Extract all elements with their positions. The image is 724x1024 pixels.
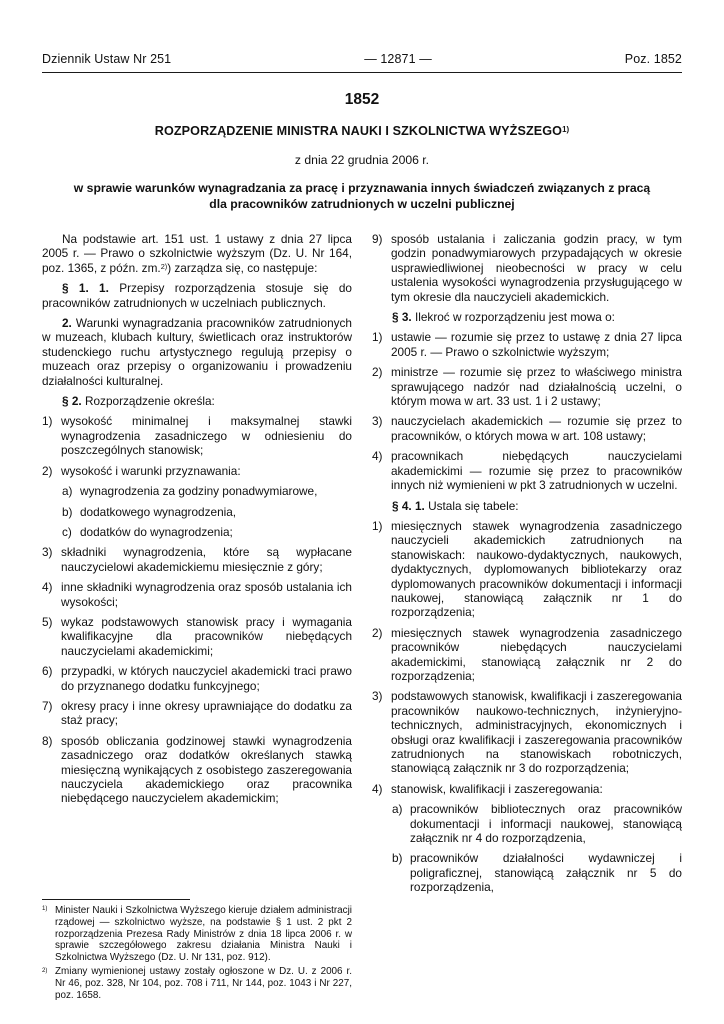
text-run: okresy pracy i inne okresy uprawniające do dodatku za staż pracy; (61, 698, 352, 728)
list-item (42, 414, 352, 457)
list-item (62, 484, 352, 498)
text-run: wykaz podstawowych stanowisk pracy i wymagania kwalifikacyjne dla pracowników niebędących nauczycielami akademickimi; (61, 614, 352, 658)
list-item (392, 802, 682, 845)
list-marker: b) (62, 504, 73, 519)
text-run: Minister Nauki i Szkolnictwa Wyższego kieruje działem administracji rządowej — szkolnictwo wyższe, na podstawie § 1 ust. 2 pkt 2 rozporządzenia Prezesa Rady Ministrów z dnia 18 lipca 2006 r. w sprawie szczegółowego zakresu działania Ministra Nauki i Szkolnictwa Wyższego (Dz. U. Nr 131, poz. 912). (55, 904, 352, 964)
list-marker: a) (392, 802, 403, 817)
text-run: 2. (62, 316, 72, 331)
title-footnote-ref: 1) (562, 124, 570, 134)
list-marker: 2) (372, 365, 383, 380)
list-marker: 4) (372, 449, 383, 464)
act-title-text: ROZPORZĄDZENIE MINISTRA NAUKI I SZKOLNICTWA WYŻSZEGO (154, 124, 563, 138)
text-run: Ilekroć w rozporządzeniu jest mowa o: (411, 310, 615, 325)
list-item (62, 525, 352, 539)
left-column-text (42, 232, 352, 812)
list-item (372, 689, 682, 775)
text-run: Przepisy rozporządzenia stosuje się do pracowników zatrudnionych w uczelniach publicznych. (42, 281, 352, 310)
act-subject (42, 181, 682, 212)
list-item (42, 545, 352, 574)
text-run: inne składniki wynagrodzenia oraz sposób ustalania ich wysokości; (61, 580, 352, 609)
text-run: stanowisk, kwalifikacji i zaszeregowania: (391, 781, 603, 796)
footnotes-section (42, 893, 352, 1004)
list-marker: c) (62, 524, 72, 539)
list-marker: 3) (372, 414, 383, 429)
text-run: miesięcznych stawek wynagrodzenia zasadniczego pracowników niebędących nauczycielami akademickimi, stanowiącą załącznik nr 2 do rozporządzenia; (391, 625, 682, 683)
list-item (42, 615, 352, 658)
footnote-marker-sup: 1) (42, 905, 48, 913)
list-item (372, 365, 682, 408)
text-run: wysokość i warunki przyznawania: (61, 463, 241, 478)
text-run: ustawie — rozumie się przez to ustawę z dnia 27 lipca 2005 r. — Prawo o szkolnictwie wyższym; (391, 330, 682, 359)
text-run: miesięcznych stawek wynagrodzenia zasadniczego nauczycieli akademickich zatrudnionych na stanowiskach: naukowo-dydaktycznych, naukowych, dydaktycznych, dyplomowanych bibliotekarzy oraz dyplomowanych pracowników dokumentacji i informacji naukowej, stanowiącą załącznik nr 1 do rozporządzenia; (391, 518, 682, 620)
left-column (42, 232, 352, 1004)
list-marker: 3) (372, 689, 383, 704)
text-run: § 3. (392, 310, 412, 325)
text-run: Na podstawie art. 151 ust. 1 ustawy z dnia 27 lipca 2005 r. — Prawo o szkolnictwie wyższym (Dz. U. Nr 164, poz. 1365, z późn. zm. (42, 232, 352, 275)
footnote-divider (42, 899, 190, 900)
list-marker: 1) (372, 518, 383, 533)
right-column (372, 232, 682, 1004)
list-marker: 8) (42, 733, 53, 748)
footnote-list (42, 905, 352, 1002)
footnote-ref: 2) (160, 261, 168, 271)
list-item (372, 232, 682, 304)
list-item (42, 664, 352, 693)
text-run: dodatkowego wynagrodzenia, (80, 504, 237, 519)
text-run: składniki wynagrodzenia, które są wypłacane nauczycielowi akademickiemu miesięcznie z góry; (61, 545, 352, 574)
list-marker: 6) (42, 664, 53, 679)
footnote-marker (42, 905, 55, 917)
header-divider (42, 72, 682, 73)
list-marker: 1) (372, 330, 383, 345)
list-marker: 9) (372, 232, 383, 246)
list-item (392, 851, 682, 894)
list-marker: 7) (42, 698, 53, 713)
text-run: ) zarządza się, co następuje: (167, 260, 318, 275)
list-marker: 2) (42, 463, 53, 478)
list-item (372, 519, 682, 620)
text-run: pracownikach niebędących nauczycielami akademickimi — rozumie się przez to pracowników innych niż wymienieni w pkt 3 zatrudnionych w uczelni. (391, 449, 682, 493)
text-run: pracowników działalności wydawniczej i poligraficznej, stanowiącą załącznik nr 5 do rozporządzenia, (410, 851, 682, 895)
list-item (42, 580, 352, 609)
footnote-marker-sup: 2) (42, 966, 48, 974)
paragraph (42, 394, 352, 408)
text-run: § 1. 1. (62, 281, 109, 296)
journal-title: Dziennik Ustaw Nr 251 (42, 52, 172, 66)
act-subject-line1: w sprawie warunków wynagradzania za pracę i przyznawania innych świadczeń związanych z pracą (73, 181, 651, 195)
paragraph (42, 316, 352, 388)
list-item (42, 734, 352, 806)
paragraph (42, 281, 352, 310)
list-marker: b) (392, 851, 403, 866)
right-column-text (372, 232, 682, 901)
text-run: podstawowych stanowisk, kwalifikacji i zaszeregowania pracowników naukowo-technicznych, inżynieryjno-technicznych, administracyjnych, ekonomicznych i obsługi oraz kwalifikacji i zaszeregowania pracowników zatrudnionych na stanowiskach robotniczych, stanowiącą załącznik nr 3 do rozporządzenia; (391, 689, 682, 776)
list-item (42, 699, 352, 728)
footnote-marker (42, 966, 55, 978)
list-item (372, 782, 682, 796)
list-marker: 1) (42, 414, 53, 429)
text-run: dodatków do wynagrodzenia; (80, 524, 233, 539)
act-number: 1852 (344, 91, 380, 108)
paragraph (372, 310, 682, 324)
page-number: — 12871 — (364, 52, 432, 66)
paragraph (372, 499, 682, 513)
text-run: przypadki, w których nauczyciel akademicki traci prawo do przyznanego dodatku funkcyjnego; (61, 664, 352, 693)
text-run: ministrze — rozumie się przez to właściwego ministra sprawującego nadzór nad działalnością uczelni, o którym mowa w art. 33 ust. 1 i 2 ustawy; (391, 365, 682, 409)
text-run: Warunki wynagradzania pracowników zatrudnionych w muzeach, klubach kultury, świetlicach oraz instruktorów studenckiego ruchu artystycznego regulują przepisy o muzeach oraz przepisy o organizowaniu i prowadzeniu działalności kulturalnej. (42, 316, 352, 388)
footnote (42, 966, 352, 1002)
list-item (42, 464, 352, 478)
list-marker: 4) (42, 580, 53, 595)
list-marker: 5) (42, 614, 53, 629)
list-marker: 2) (372, 625, 383, 640)
list-marker: 4) (372, 781, 383, 796)
list-item (62, 505, 352, 519)
paragraph (42, 232, 352, 275)
list-marker: a) (62, 484, 73, 499)
text-run: wynagrodzenia za godziny ponadwymiarowe, (80, 484, 318, 499)
text-run: pracowników bibliotecznych oraz pracowników dokumentacji i informacji naukowej, stanowiącą załącznik nr 4 do rozporządzenia, (410, 802, 682, 846)
text-run: Zmiany wymienionej ustawy zostały ogłoszone w Dz. U. z 2006 r. Nr 46, poz. 328, Nr 104, poz. 708 i 711, Nr 144, poz. 1043 i Nr 227, poz. 1658. (55, 966, 352, 1002)
page-header (42, 52, 682, 66)
list-marker: 3) (42, 545, 53, 560)
act-subject-line2: dla pracowników zatrudnionych w uczelni publicznej (209, 196, 515, 211)
list-item (372, 414, 682, 443)
text-run: sposób ustalania i zaliczania godzin pracy, w tym godzin ponadwymiarowych przypadających w okresie usprawiedliwionej nieobecności w pracy w celu ustalenia wysokości wynagrodzenia przysługującego w tym okresie dla nauczycieli akademickich. (391, 232, 682, 304)
text-run: wysokość minimalnej i maksymalnej stawki wynagrodzenia zasadniczego w odniesieniu do poszczególnych stanowisk; (61, 414, 352, 458)
list-item (372, 626, 682, 684)
text-run: sposób obliczania godzinowej stawki wynagrodzenia zasadniczego oraz dodatków określanych stawką miesięczną wynikających z osobistego zaszeregowania nauczyciela akademickiego oraz pracownika niebędącego nauczycielem akademickim; (61, 733, 352, 806)
list-item (372, 330, 682, 359)
text-run: Ustala się tabele: (424, 498, 519, 513)
list-item (372, 449, 682, 492)
position-number: Poz. 1852 (624, 52, 682, 66)
act-title (42, 124, 682, 138)
text-run: nauczycielach akademickich — rozumie się przez to pracowników, o których mowa w art. 108 ustawy; (391, 414, 682, 443)
text-run: § 4. 1. (392, 498, 425, 513)
text-run: § 2. (62, 394, 82, 409)
two-column-body (42, 232, 682, 1004)
act-date: z dnia 22 grudnia 2006 r. (294, 153, 430, 167)
text-run: Rozporządzenie określa: (81, 394, 215, 409)
footnote (42, 905, 352, 965)
